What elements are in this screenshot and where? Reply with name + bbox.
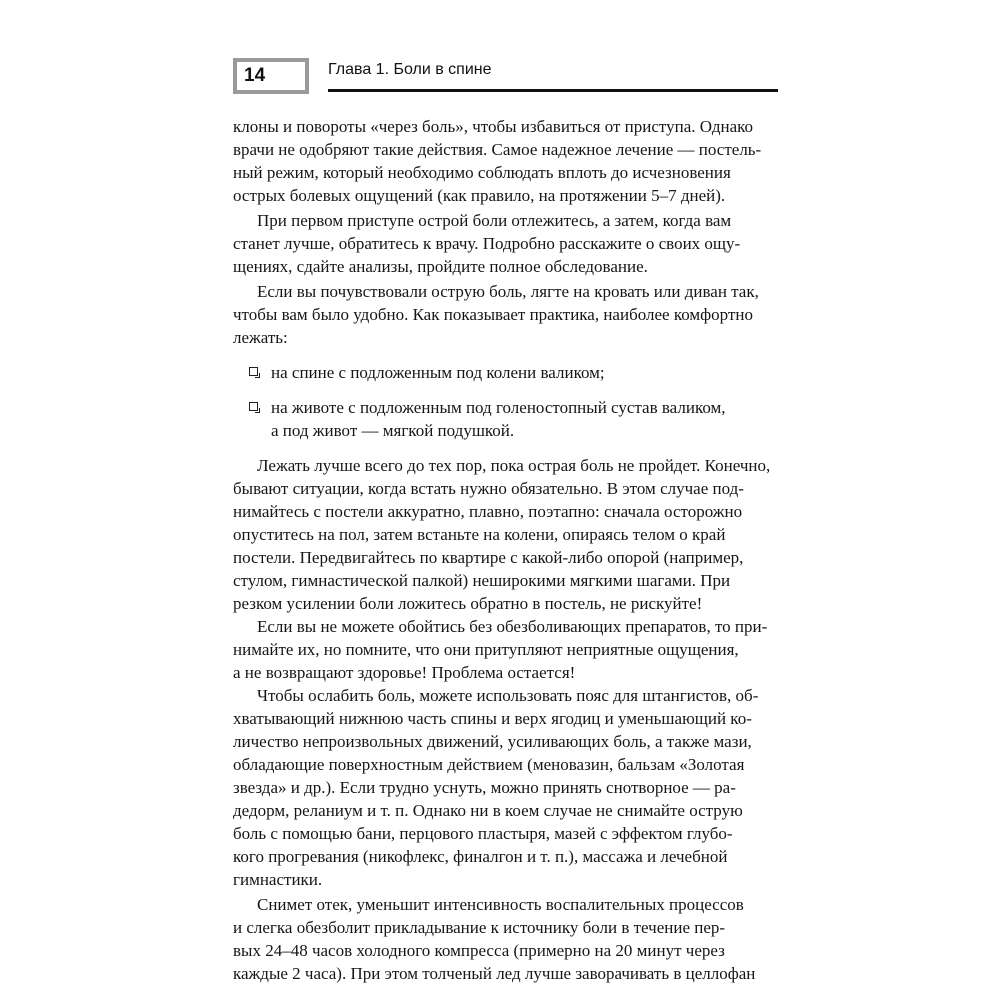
text-line: чтобы вам было удобно. Как показывает практика, наиболее комфортно [233,305,753,324]
text-line: Если вы не можете обойтись без обезболивающих препаратов, то при- [257,617,768,636]
text-line: щениях, сдайте анализы, пройдите полное обследование. [233,257,648,276]
text-line: резком усилении боли ложитесь обратно в постель, не рискуйте! [233,594,703,613]
text-line: гимнастики. [233,870,323,889]
text-line: Снимет отек, уменьшит интенсивность воспалительных процессов [257,895,744,914]
bullet-text: а под живот — мягкой подушкой. [271,421,515,440]
text-line: ный режим, который необходимо соблюдать вплоть до исчезновения [233,163,731,182]
text-line: клоны и повороты «через боль», чтобы избавиться от приступа. Однако [233,117,754,136]
text-line: нимайте их, но помните, что они притупляют неприятные ощущения, [233,640,739,659]
text-line: Если вы почувствовали острую боль, лягте на кровать или диван так, [257,282,759,301]
text-line: острых болевых ощущений (как правило, на протяжении 5–7 дней). [233,186,726,205]
text-line: постели. Передвигайтесь по квартире с какой-либо опорой (например, [233,548,744,567]
text-line: каждые 2 часа). При этом толченый лед лучше заворачивать в целлофан [233,964,756,983]
text-line: лежать: [233,328,288,347]
text-line: дедорм, реланиум и т. п. Однако ни в коем случае не снимайте острую [233,801,743,820]
text-line: Лежать лучше всего до тех пор, пока острая боль не пройдет. Конечно, [257,456,771,475]
text-line: и слегка обезболит прикладывание к источнику боли в течение пер- [233,918,726,937]
text-line: а не возвращают здоровье! Проблема остается! [233,663,576,682]
body-text [233,115,777,985]
text-line: При первом приступе острой боли отлежитесь, а затем, когда вам [257,211,732,230]
text-line: обладающие поверхностным действием (меновазин, бальзам «Золотая [233,755,745,774]
bullet-text: на спине с подложенным под колени валиком; [271,363,605,382]
text-line: хватывающий нижнюю часть спины и верх ягодиц и уменьшающий ко- [233,709,752,728]
bullet-text: на животе с подложенным под голеностопный сустав валиком, [271,398,726,417]
text-line: нимайтесь с постели аккуратно, плавно, поэтапно: сначала осторожно [233,502,743,521]
page-number: 14 [244,65,266,86]
chapter-title: Глава 1. Боли в спине [328,61,492,78]
text-line: вых 24–48 часов холодного компресса (примерно на 20 минут через [233,941,725,960]
running-head [328,58,778,92]
checkbox-bullet-icon [249,367,258,376]
text-line: боль с помощью бани, перцового пластыря, мазей с эффектом глубо- [233,824,733,843]
text-line: кого прогревания (никофлекс, финалгон и т. п.), массажа и лечебной [233,847,728,866]
checkbox-bullet-icon [249,402,258,411]
bullet-item [233,361,777,384]
text-line: личество непроизвольных движений, усиливающих боль, а также мази, [233,732,752,751]
bullet-item [233,396,777,419]
text-line: бывают ситуации, когда встать нужно обязательно. В этом случае под- [233,479,744,498]
text-line: врачи не одобряют такие действия. Самое надежное лечение — постель- [233,140,762,159]
page-number-box [233,58,309,94]
text-line: звезда» и др.). Если трудно уснуть, можно принять снотворное — ра- [233,778,736,797]
text-line: стулом, гимнастической палкой) неширокими мягкими шагами. При [233,571,731,590]
text-line: станет лучше, обратитесь к врачу. Подробно расскажите о своих ощу- [233,234,741,253]
text-line: Чтобы ослабить боль, можете использовать пояс для штангистов, об- [257,686,759,705]
bullet-item-continuation [233,419,777,442]
text-line: опуститесь на пол, затем встаньте на колени, опираясь телом о край [233,525,726,544]
